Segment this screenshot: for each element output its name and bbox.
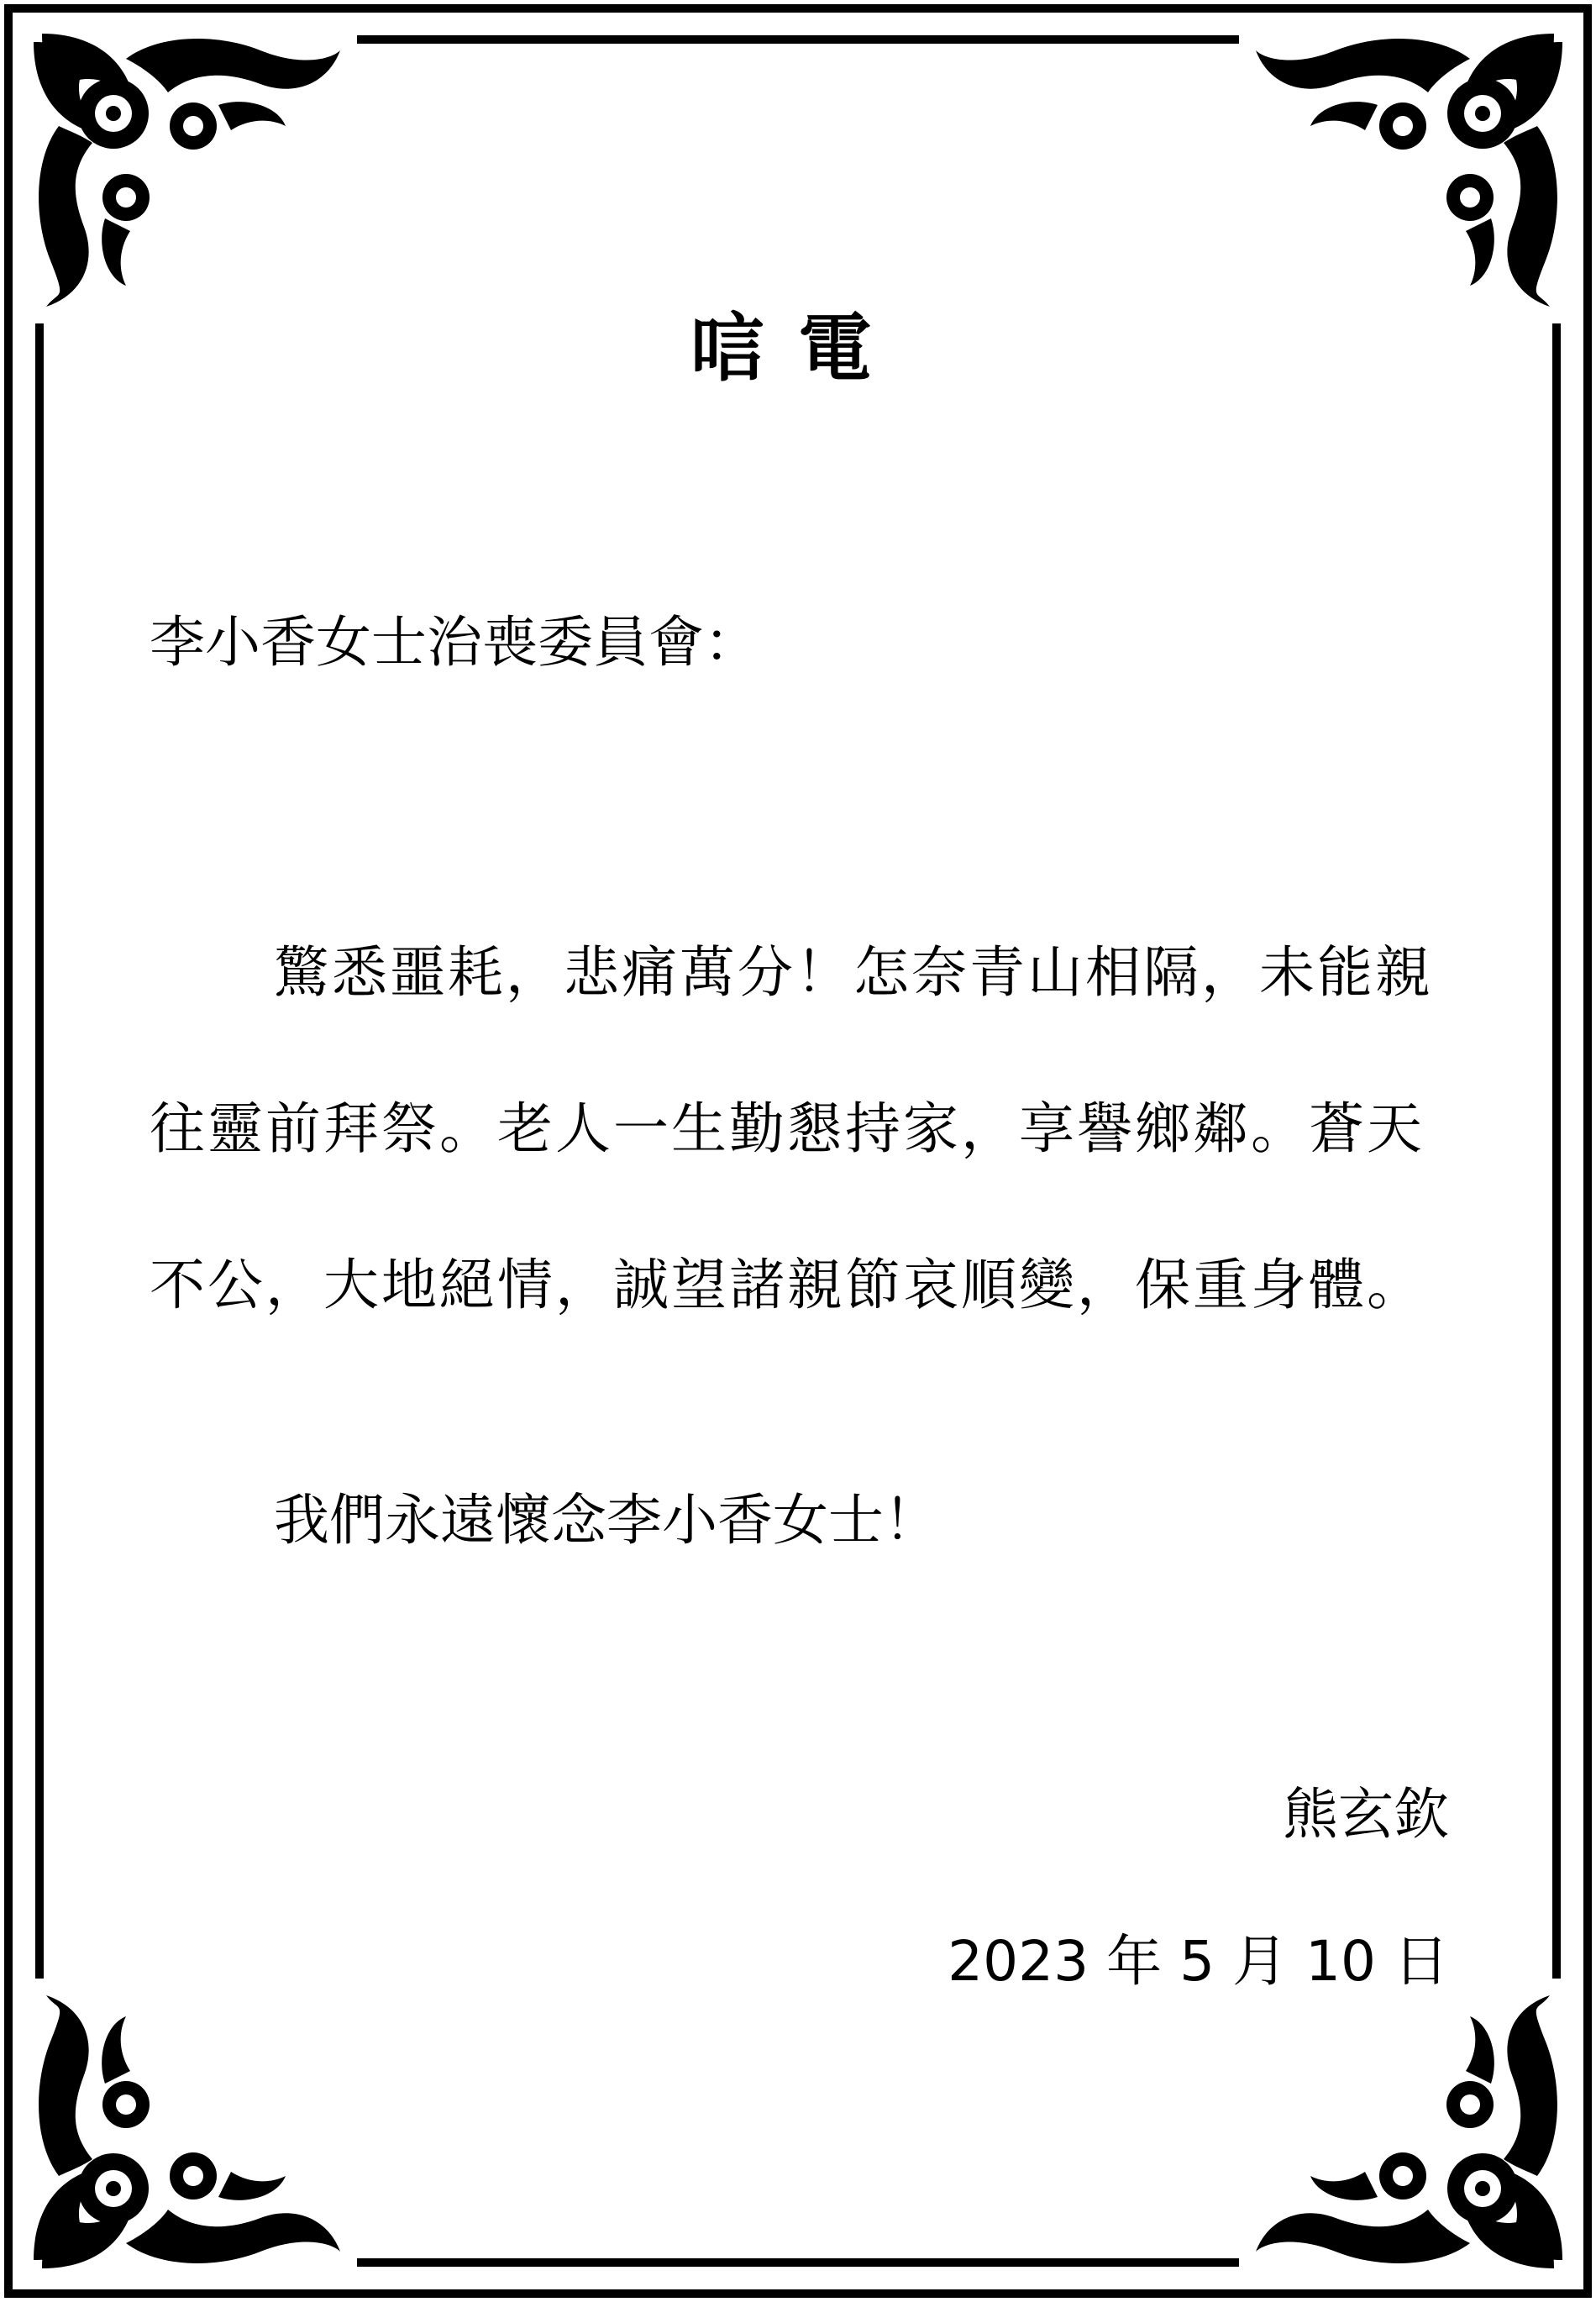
bottom-border-line xyxy=(357,2258,1239,2267)
corner-ornament-top-right-icon xyxy=(1252,25,1571,311)
corner-ornament-bottom-left-icon xyxy=(25,1991,344,2277)
date-line: 2023 年 5 月 10 日 xyxy=(948,1929,1449,1994)
body-paragraph: 驚悉噩耗，悲痛萬分！怎奈青山相隔，未能親往靈前拜祭。老人一生勤懇持家，享譽鄉鄰。蒼天不公，大地絕情，誠望諸親節哀順變，保重身體。 xyxy=(150,940,1433,1317)
corner-ornament-top-left-icon xyxy=(25,25,344,311)
corner-ornament-bottom-right-icon xyxy=(1252,1991,1571,2277)
right-border-line xyxy=(1552,323,1561,1979)
left-border-line xyxy=(35,323,44,1979)
salutation: 李小香女士治喪委員會： xyxy=(150,610,759,675)
document-title: 唁電 xyxy=(690,305,906,392)
top-border-line xyxy=(357,35,1239,44)
signature: 熊玄欽 xyxy=(1283,1782,1449,1847)
closing-line: 我們永遠懷念李小香女士！ xyxy=(274,1488,939,1553)
